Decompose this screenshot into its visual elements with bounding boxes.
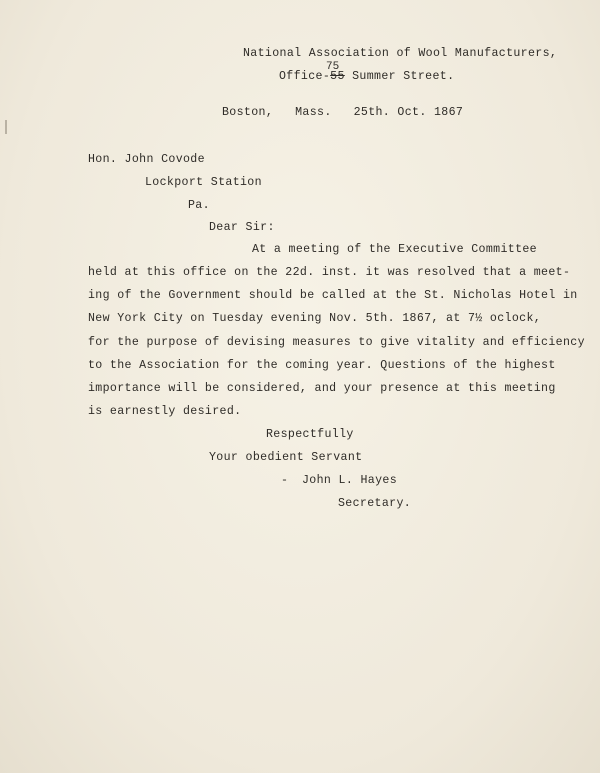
- signature-dash: -: [281, 474, 289, 487]
- old-address-number: 55: [330, 70, 345, 83]
- recipient-name: Hon. John Covode: [88, 153, 205, 166]
- recipient-state: Pa.: [188, 199, 210, 212]
- street-name: Summer Street.: [344, 70, 455, 83]
- dateline-date: 25th. Oct. 1867: [353, 106, 464, 119]
- body-line-8: is earnestly desired.: [88, 405, 242, 418]
- dateline: [222, 106, 463, 120]
- dateline-state: Mass.: [295, 106, 332, 119]
- body-line-3: ing of the Government should be called at the St. Nicholas Hotel in: [88, 289, 578, 302]
- signer-name: John L. Hayes: [302, 474, 397, 487]
- complimentary-close: Respectfully: [266, 428, 354, 441]
- body-line-2: held at this office on the 22d. inst. it was resolved that a meet-: [88, 266, 571, 279]
- body-line-6: to the Association for the coming year. Questions of the highest: [88, 359, 556, 372]
- address-number-correction: 75: [326, 61, 340, 73]
- paper-edge-mark: [5, 120, 7, 134]
- dateline-city: Boston,: [222, 106, 274, 119]
- recipient-station: Lockport Station: [145, 176, 262, 189]
- body-line-4: New York City on Tuesday evening Nov. 5th. 1867, at 7½ oclock,: [88, 312, 542, 325]
- servant-line: Your obedient Servant: [209, 451, 363, 464]
- letterhead-address: [279, 70, 454, 84]
- body-line-5: for the purpose of devising measures to give vitality and efficiency: [88, 336, 585, 349]
- signer-title: Secretary.: [338, 497, 412, 510]
- body-line-7: importance will be considered, and your presence at this meeting: [88, 382, 556, 395]
- letterhead-organization: National Association of Wool Manufacturers,: [243, 47, 558, 60]
- office-prefix: Office-: [279, 70, 331, 83]
- body-line-1: At a meeting of the Executive Committee: [252, 243, 537, 256]
- salutation: Dear Sir:: [209, 221, 275, 234]
